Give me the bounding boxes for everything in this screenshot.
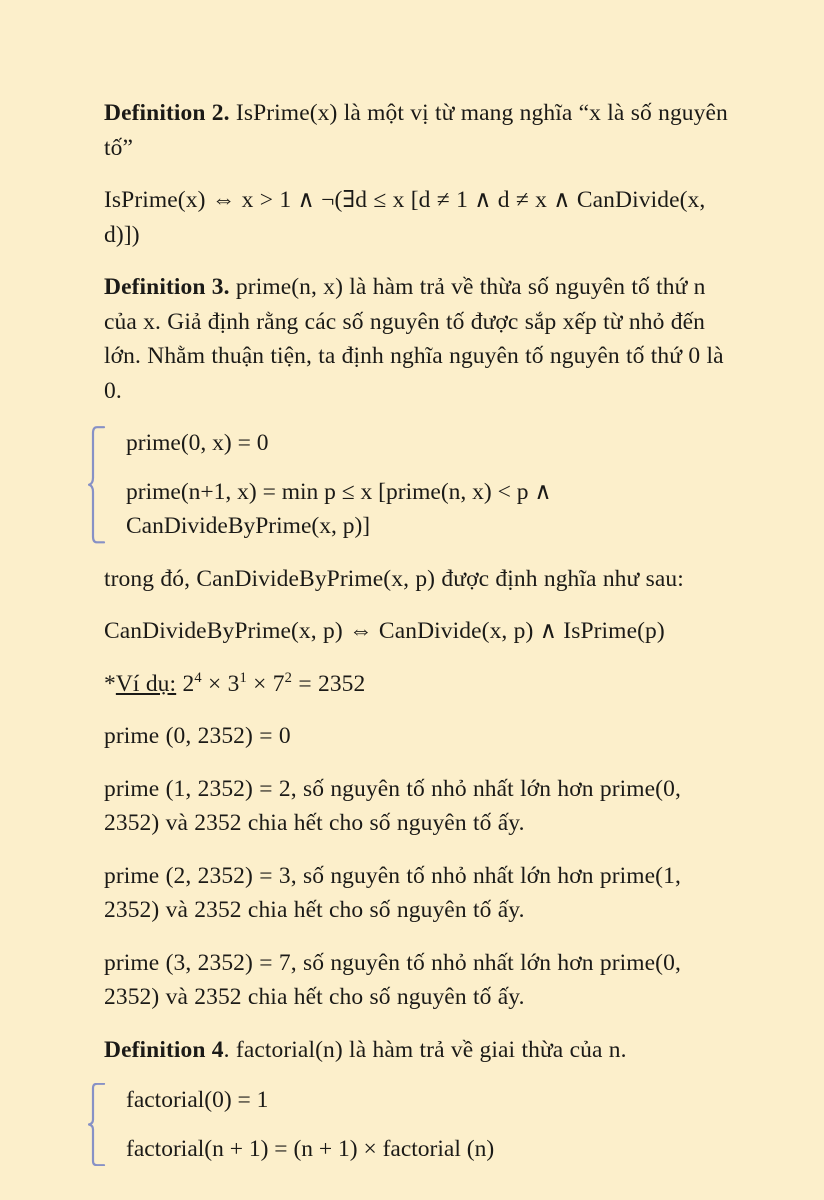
prime-example-1: prime (1, 2352) = 2, số nguyên tố nhỏ nhất lớn hơn prime(0, 2352) và 2352 chia hết cho số nguyên tố ấy.: [104, 775, 681, 836]
definition-4-label: Definition 4: [104, 1036, 224, 1063]
example-times-1: ×: [207, 670, 222, 697]
left-curly-brace-icon: [88, 426, 108, 544]
prime-example-3: prime (3, 2352) = 7, số nguyên tố nhỏ nhất lớn hơn prime(0, 2352) và 2352 chia hết cho số nguyên tố ấy.: [104, 949, 681, 1010]
example-line: [104, 667, 728, 702]
example-factor-2-base: 3: [227, 670, 240, 697]
definition-3-label: Definition 3.: [104, 274, 230, 300]
factorial-recursive-case: factorial(n + 1) = (n + 1) × factorial (n): [126, 1135, 495, 1162]
definition-2-text: IsPrime(x) là một vị từ mang nghĩa “x là số nguyên tố”: [104, 100, 728, 161]
prime-example-0: prime (0, 2352) = 0: [104, 723, 291, 749]
definition-4-statement: [104, 1033, 728, 1068]
definition-4-text: . factorial(n) là hàm trả về giai thừa của n.: [223, 1036, 627, 1063]
example-factor-2-exponent: 1: [239, 669, 247, 686]
example-asterisk: *: [104, 670, 116, 697]
example-factor-3-exponent: 2: [284, 669, 293, 686]
prime-recursive-definition: [104, 426, 728, 544]
example-factor-3-base: 7: [272, 670, 285, 697]
example-result: 2352: [317, 670, 366, 697]
example-label: Ví dụ:: [115, 670, 177, 697]
example-factor-1: [182, 671, 201, 697]
isprime-formula: IsPrime(x) ⇔ x > 1 ∧ ¬(∃d ≤ x [d ≠ 1 ∧ d ≠ x ∧ CanDivide(x, d)]): [104, 187, 706, 248]
candividebyprime-formula: CanDivideByPrime(x, p) ⇔ CanDivide(x, p) ∧ IsPrime(p): [104, 618, 665, 644]
example-times-2: ×: [253, 670, 267, 697]
definition-3-text: prime(n, x) là hàm trả về thừa số nguyên tố thứ n của x. Giả định rằng các số nguyên tố được sắp xếp từ nhỏ đến lớn. Nhằm thuận tiện, ta định nghĩa nguyên tố nguyên tố thứ 0 là 0.: [104, 274, 724, 404]
prime-recursive-case: prime(n+1, x) = min p ≤ x [prime(n, x) < p ∧ CanDivideByPrime(x, p)]: [126, 478, 552, 539]
factorial-recursive-definition: [104, 1083, 728, 1166]
definition-3-statement: [104, 270, 728, 408]
prime-example-2: prime (2, 2352) = 3, số nguyên tố nhỏ nhất lớn hơn prime(1, 2352) và 2352 chia hết cho số nguyên tố ấy.: [104, 862, 681, 923]
example-factor-2: [228, 671, 247, 697]
definition-2-statement: [104, 96, 728, 165]
factorial-base-case: factorial(0) = 1: [126, 1087, 269, 1113]
example-factor-3: [273, 671, 292, 697]
example-equals: =: [298, 670, 312, 697]
example-factor-1-base: 2: [182, 670, 195, 697]
definition-2-label: Definition 2.: [104, 100, 230, 126]
left-curly-brace-icon: [88, 1083, 108, 1166]
prime-base-case: prime(0, x) = 0: [126, 430, 269, 456]
example-factor-1-exponent: 4: [194, 669, 202, 686]
candividebyprime-intro: trong đó, CanDivideByPrime(x, p) được định nghĩa như sau:: [104, 565, 684, 592]
